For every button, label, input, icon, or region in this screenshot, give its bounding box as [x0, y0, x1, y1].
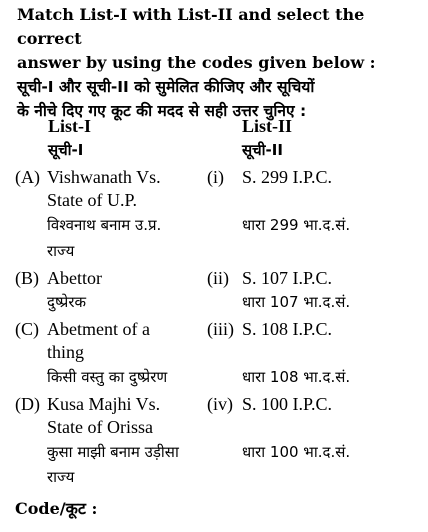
question-text — [17, 3, 422, 123]
question-hindi-line-2: के नीचे दिए गए कूट की मदद से सही उत्तर चुनिए : — [17, 102, 307, 120]
list2-item-iv-hindi: धारा 100 भा.द.सं. — [242, 443, 351, 461]
list1-item-a-line2: State of U.P. — [47, 190, 137, 210]
list1-item-b: Abettor — [47, 268, 102, 288]
list1-item-a-hindi1: विश्वनाथ बनाम उ.प्र. — [47, 216, 162, 234]
list1-item-c-line1: Abetment of a — [47, 319, 150, 339]
list2-item-ii-hindi: धारा 107 भा.द.सं. — [242, 293, 351, 311]
question-hindi-line-1: सूची-I और सूची-II को सुमेलित कीजिए और सूचियों — [17, 78, 315, 96]
list2-item-iv: S. 100 I.P.C. — [242, 394, 333, 414]
list1-item-d-line2: State of Orissa — [47, 417, 153, 437]
list2-marker-iv: (iv) — [207, 394, 233, 414]
list2-marker-iii: (iii) — [207, 319, 234, 339]
question-line-2: answer by using the codes given below : — [17, 53, 376, 72]
list1-item-d-line1: Kusa Majhi Vs. — [47, 394, 161, 414]
code-label: Code/कूट : — [15, 499, 98, 518]
list1-item-d-hindi1: कुसा माझी बनाम उड़ीसा — [47, 443, 179, 461]
list1-item-a-line1: Vishwanath Vs. — [47, 167, 161, 187]
list2-header: List-II — [242, 116, 293, 136]
list1-marker-c: (C) — [15, 319, 39, 339]
list1-marker-d: (D) — [15, 394, 40, 414]
list2-marker-i: (i) — [207, 167, 224, 187]
list1-marker-b: (B) — [15, 268, 39, 288]
list2-item-i-hindi: धारा 299 भा.द.सं. — [242, 216, 351, 234]
list1-marker-a: (A) — [15, 167, 40, 187]
list2-header-hindi: सूची-II — [242, 141, 283, 159]
list2-item-ii: S. 107 I.P.C. — [242, 268, 333, 288]
list2-item-iii: S. 108 I.P.C. — [242, 319, 333, 339]
list1-item-d-hindi2: राज्य — [47, 468, 75, 486]
list2-item-i: S. 299 I.P.C. — [242, 167, 333, 187]
list1-item-b-hindi: दुष्प्रेरक — [47, 293, 86, 311]
list1-item-c-line2: thing — [47, 342, 85, 362]
list1-header-hindi: सूची-I — [48, 141, 84, 159]
list2-item-iii-hindi: धारा 108 भा.द.सं. — [242, 368, 351, 386]
list1-item-a-hindi2: राज्य — [47, 242, 75, 260]
question-line-1: Match List-I with List-II and select the correct — [17, 5, 365, 48]
list2-marker-ii: (ii) — [207, 268, 229, 288]
list1-item-c-hindi: किसी वस्तु का दुष्प्रेरण — [47, 368, 168, 386]
list1-header: List-I — [48, 116, 92, 136]
